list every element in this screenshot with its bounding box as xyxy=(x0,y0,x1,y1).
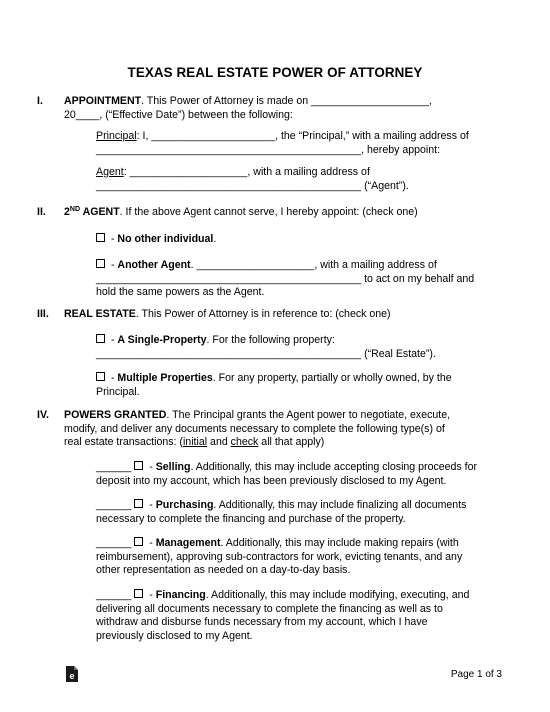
option-multiple-properties: - Multiple Properties. For any property, partially or wholly owned, by the Principal. xyxy=(96,372,506,399)
selling-line-1: . Additionally, this may include accepting closing proceeds for xyxy=(190,461,478,473)
financing-line-3: withdraw and disburse funds necessary from my account, which I have xyxy=(96,616,428,629)
financing-line-1: . Additionally, this may include modifying, executing, and xyxy=(205,589,470,601)
agent-line-2: _____________________________________________ (“Agent”). xyxy=(96,179,409,192)
option-label: Financing xyxy=(155,589,206,601)
section-number: I. xyxy=(37,95,43,107)
principal-line-2: _____________________________________________, hereby appoint: xyxy=(96,143,441,156)
section-heading: POWERS GRANTED xyxy=(64,409,167,421)
another-agent-line-1: . ____________________, with a mailing address of xyxy=(190,259,437,271)
initial-blank[interactable]: ______ xyxy=(96,537,135,549)
principal-line-1: : I, _____________________, the “Principal,” with a mailing address of xyxy=(136,130,469,142)
section-heading: REAL ESTATE xyxy=(64,308,136,320)
power-purchasing: ______ - Purchasing. Additionally, this may include finalizing all documents necessary to complete the financing and purchase of the property. xyxy=(96,499,506,526)
financing-checkbox[interactable] xyxy=(134,589,143,598)
appointment-line-1: . This Power of Attorney is made on ____________________, xyxy=(141,95,432,107)
section-number: II. xyxy=(37,206,46,218)
option-another-agent: - Another Agent. ____________________, with a mailing address of _____________________________________________ to act on my behalf and hold the same powers as the Agent. xyxy=(96,259,506,300)
agent-label: Agent xyxy=(96,166,124,178)
selling-line-2: deposit into my account, which has been previously disclosed to my Agent. xyxy=(96,474,447,487)
initial-blank[interactable]: ______ xyxy=(96,499,135,511)
section-powers-granted xyxy=(37,409,502,450)
option-label: Purchasing xyxy=(155,499,214,511)
option-label: A Single-Property xyxy=(117,334,207,346)
section-real-estate xyxy=(37,308,502,322)
document-title: TEXAS REAL ESTATE POWER OF ATTORNEY xyxy=(127,65,423,80)
multiple-properties-line-1: . For any property, partially or wholly owned, by the xyxy=(212,372,452,384)
section-heading: APPOINTMENT xyxy=(64,95,142,107)
financing-line-4: previously disclosed to my Agent. xyxy=(96,629,253,642)
powers-line-1: . The Principal grants the Agent power to negotiate, execute, xyxy=(166,409,451,421)
section-second-agent xyxy=(37,206,502,220)
multiple-properties-checkbox[interactable] xyxy=(96,372,105,381)
power-selling: ______ - Selling. Additionally, this may include accepting closing proceeds for deposit into my account, which has been previously disclosed to my Agent. xyxy=(96,461,506,488)
section-number: IV. xyxy=(37,409,49,421)
option-label: No other individual xyxy=(117,233,214,245)
power-financing: ______ - Financing. Additionally, this may include modifying, executing, and delivering all documents necessary to complete the financing as well as to withdraw and disburse funds necessary from my account, which I have previously disclosed to my Agent. xyxy=(96,589,506,643)
option-label: Another Agent xyxy=(117,259,191,271)
another-agent-checkbox[interactable] xyxy=(96,259,105,268)
option-no-other-individual: - No other individual. xyxy=(96,233,506,247)
management-line-3: other representation as needed on a day-to-day basis. xyxy=(96,564,351,577)
section-number: III. xyxy=(37,308,49,320)
power-management: ______ - Management. Additionally, this may include making repairs (with reimbursement), approving sub-contractors for work, evicting tenants, and any other representation as needed on a day-to-day basis. xyxy=(96,537,506,578)
powers-line-3: real estate transactions: (initial and check all that apply) xyxy=(64,436,325,449)
principal-paragraph xyxy=(96,130,506,157)
another-agent-line-3: hold the same powers as the Agent. xyxy=(96,286,265,299)
second-agent-text: . If the above Agent cannot serve, I hereby appoint: (check one) xyxy=(119,206,418,218)
section-heading: 2ND AGENT xyxy=(64,206,120,218)
agent-line-1: : ____________________, with a mailing address of xyxy=(123,166,370,178)
financing-line-2: delivering all documents necessary to complete the financing as well as to xyxy=(96,602,443,615)
single-property-line-2: _____________________________________________ (“Real Estate”). xyxy=(96,347,436,360)
management-line-1: . Additionally, this may include making repairs (with xyxy=(220,537,459,549)
another-agent-line-2: _____________________________________________ to act on my behalf and xyxy=(96,272,475,285)
single-property-line-1: . For the following property: xyxy=(206,334,335,346)
single-property-checkbox[interactable] xyxy=(96,334,105,343)
option-label: Management xyxy=(155,537,221,549)
eforms-logo-icon xyxy=(66,666,78,682)
purchasing-line-1: . Additionally, this may include finalizing all documents xyxy=(213,499,467,511)
powers-line-2: modify, and deliver any documents necessary to complete the following type(s) of xyxy=(64,422,445,435)
section-appointment xyxy=(37,95,502,122)
option-single-property: - A Single-Property. For the following property: _____________________________________________ (“Real Estate”). xyxy=(96,334,506,361)
agent-paragraph xyxy=(96,166,506,193)
principal-label: Principal xyxy=(96,130,137,142)
page-number: Page 1 of 3 xyxy=(450,669,502,680)
no-other-individual-checkbox[interactable] xyxy=(96,233,105,242)
option-label: Multiple Properties xyxy=(117,372,213,384)
appointment-line-2: 20____, (“Effective Date”) between the following: xyxy=(64,108,293,121)
purchasing-line-2: necessary to complete the financing and purchase of the property. xyxy=(96,512,406,525)
purchasing-checkbox[interactable] xyxy=(134,499,143,508)
multiple-properties-line-2: Principal. xyxy=(96,385,140,398)
svg-text:e: e xyxy=(69,671,75,681)
management-checkbox[interactable] xyxy=(134,537,143,546)
real-estate-text: . This Power of Attorney is in reference to: (check one) xyxy=(135,308,391,320)
initial-blank[interactable]: ______ xyxy=(96,589,135,601)
option-label: Selling xyxy=(155,461,191,473)
initial-blank[interactable]: ______ xyxy=(96,461,135,473)
selling-checkbox[interactable] xyxy=(134,461,143,470)
management-line-2: reimbursement), approving sub-contractors for work, evicting tenants, and any xyxy=(96,550,463,563)
